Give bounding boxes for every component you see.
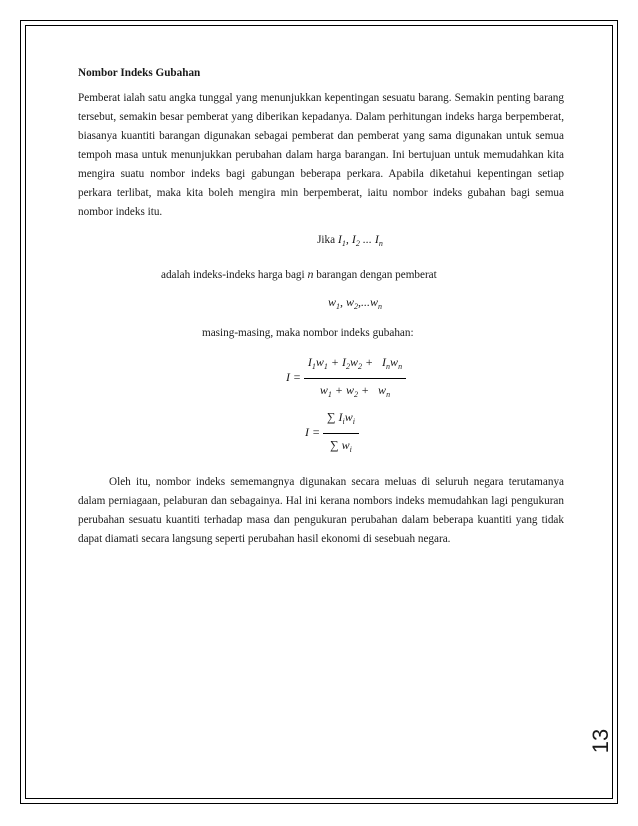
document-body — [78, 64, 564, 549]
jika-line — [136, 230, 564, 253]
composite-formula-1: I = $\frac{I_1w_1 + I_2w_2 + I_nw_n}{w_1 + w_2 + w_n}$ — [128, 353, 564, 404]
indices-text-pre: adalah indeks-indeks harga bagi — [161, 269, 308, 281]
page-number: 13 — [588, 728, 613, 754]
jika-label: Jika — [317, 234, 336, 246]
indices-text-n: n — [307, 267, 314, 281]
weights-formula: $w_1$, $w_2,...w_n$ — [327, 295, 383, 311]
indices-line — [78, 265, 564, 285]
indices-text-post: barangan dengan pemberat — [313, 269, 437, 281]
paragraph-2: Oleh itu, nombor indeks sememangnya digunakan secara meluas di seluruh negara terutamanya dalam perniagaan, pelaburan dan sebagainya. Hal ini kerana nombors indeks memudahkan lagi pengukuran perubahan sesuatu kuantiti terhadap masa dan pengukuran perubahan dalam beberapa kuantiti yang tidak dapat diamati secara langsung seperti perubahan hasil ekonomi di sesebuah negara. — [78, 476, 564, 545]
paragraph-1: Pemberat ialah satu angka tunggal yang menunjukkan kepentingan sesuatu barang. Semakin penting barang tersebut, semakin besar pemberat yang diberikan kepadanya. Dalam perhitungan indeks harga berpemberat, biasanya kuantiti barangan digunakan sebagai pemberat dan pemberat yang sama digunakan untuk semua tempoh masa untuk menunjukkan perubahan dalam harga barangan. Ini bertujuan untuk memudahkan kita mengira suatu nombor indeks bagi gabungan beberapa perkara. Apabila diketahui kepentingan setiap perkara terlibat, maka kita boleh mengira min berpemberat, iaitu nombor indeks gubahan bagi semua nombor indeks itu. — [78, 92, 564, 218]
masing-line: masing-masing, maka nombor indeks gubahan: — [202, 327, 414, 339]
section-heading: Nombor Indeks Gubahan — [78, 67, 201, 79]
composite-formula-2: I = $\frac{\sum I_iw_i}{\sum w_i}$ — [100, 408, 564, 459]
indices-formula: $I_1$, $I_2$ ... $I_n$ — [337, 232, 383, 248]
